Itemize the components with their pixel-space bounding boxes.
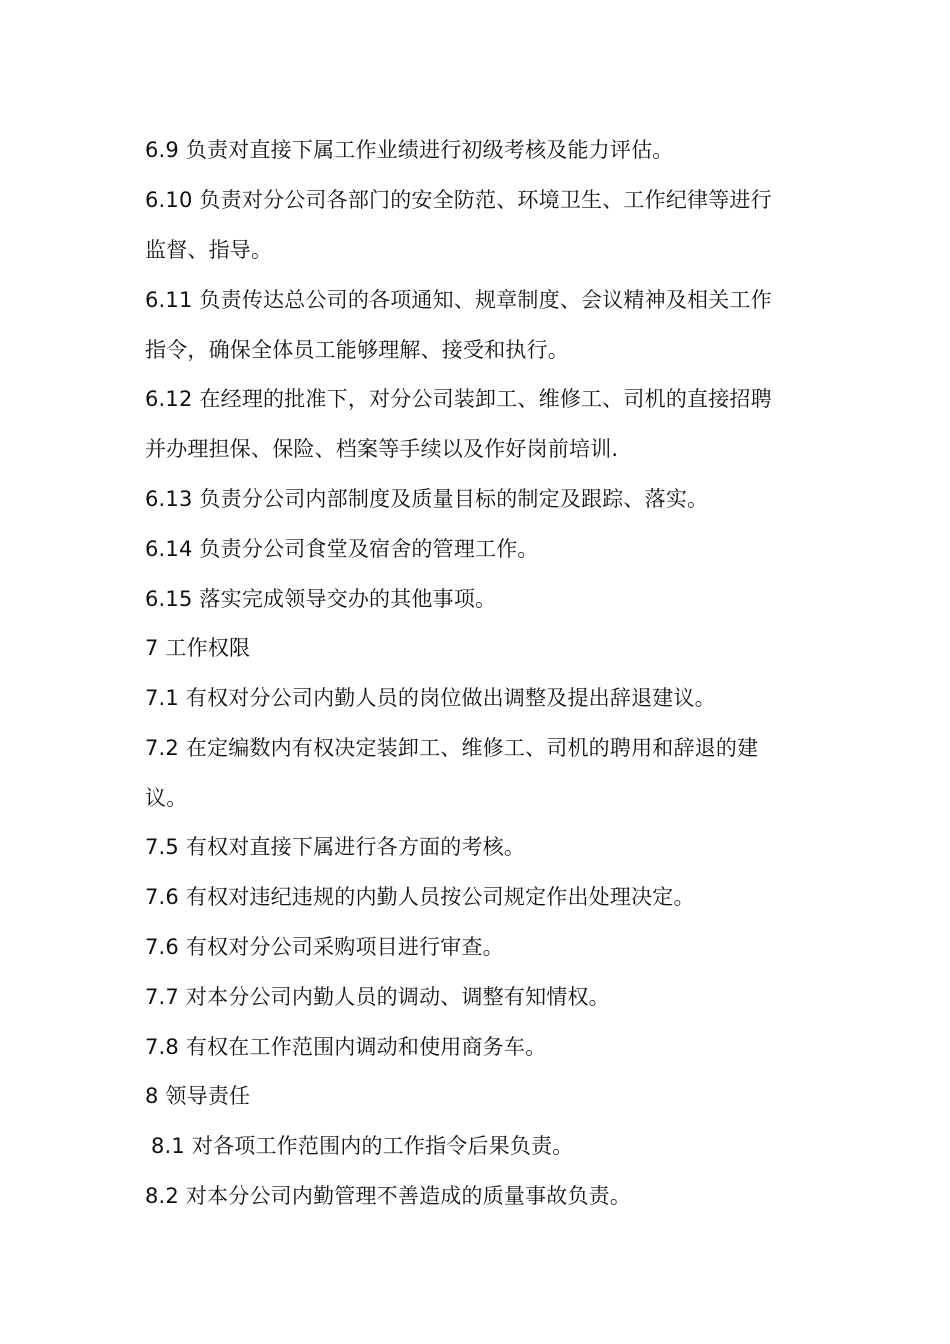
- item-8-1: 8.1 对各项工作范围内的工作指令后果负责。: [151, 1134, 574, 1158]
- item-7-2: 7.2 在定编数内有权决定装卸工、维修工、司机的聘用和辞退的建: [145, 736, 759, 760]
- item-7-5: 7.5 有权对直接下属进行各方面的考核。: [145, 835, 526, 859]
- item-7-2-cont: 议。: [145, 786, 188, 810]
- item-6-12: 6.12 在经理的批准下，对分公司装卸工、维修工、司机的直接招聘: [145, 387, 772, 411]
- item-6-13: 6.13 负责分公司内部制度及质量目标的制定及跟踪、落实。: [145, 487, 709, 511]
- item-7-7: 7.7 对本分公司内勤人员的调动、调整有知情权。: [145, 985, 610, 1009]
- item-6-12-cont: 并办理担保、保险、档案等手续以及作好岗前培训.: [145, 437, 619, 461]
- section-8-heading: 8 领导责任: [145, 1084, 251, 1108]
- item-8-2: 8.2 对本分公司内勤管理不善造成的质量事故负责。: [145, 1184, 632, 1208]
- item-6-10: 6.10 负责对分公司各部门的安全防范、环境卫生、工作纪律等进行: [145, 188, 772, 212]
- item-6-11: 6.11 负责传达总公司的各项通知、规章制度、会议精神及相关工作: [145, 288, 772, 312]
- item-7-6a: 7.6 有权对违纪违规的内勤人员按公司规定作出处理决定。: [145, 885, 695, 909]
- item-7-6b: 7.6 有权对分公司采购项目进行审查。: [145, 935, 504, 959]
- item-7-8: 7.8 有权在工作范围内调动和使用商务车。: [145, 1035, 547, 1059]
- item-7-1: 7.1 有权对分公司内勤人员的岗位做出调整及提出辞退建议。: [145, 686, 716, 710]
- section-7-heading: 7 工作权限: [145, 636, 251, 660]
- item-6-10-cont: 监督、指导。: [145, 238, 273, 262]
- item-6-15: 6.15 落实完成领导交办的其他事项。: [145, 587, 497, 611]
- item-6-9: 6.9 负责对直接下属工作业绩进行初级考核及能力评估。: [145, 138, 674, 162]
- item-6-11-cont: 指令，确保全体员工能够理解、接受和执行。: [145, 338, 569, 362]
- item-6-14: 6.14 负责分公司食堂及宿舍的管理工作。: [145, 537, 539, 561]
